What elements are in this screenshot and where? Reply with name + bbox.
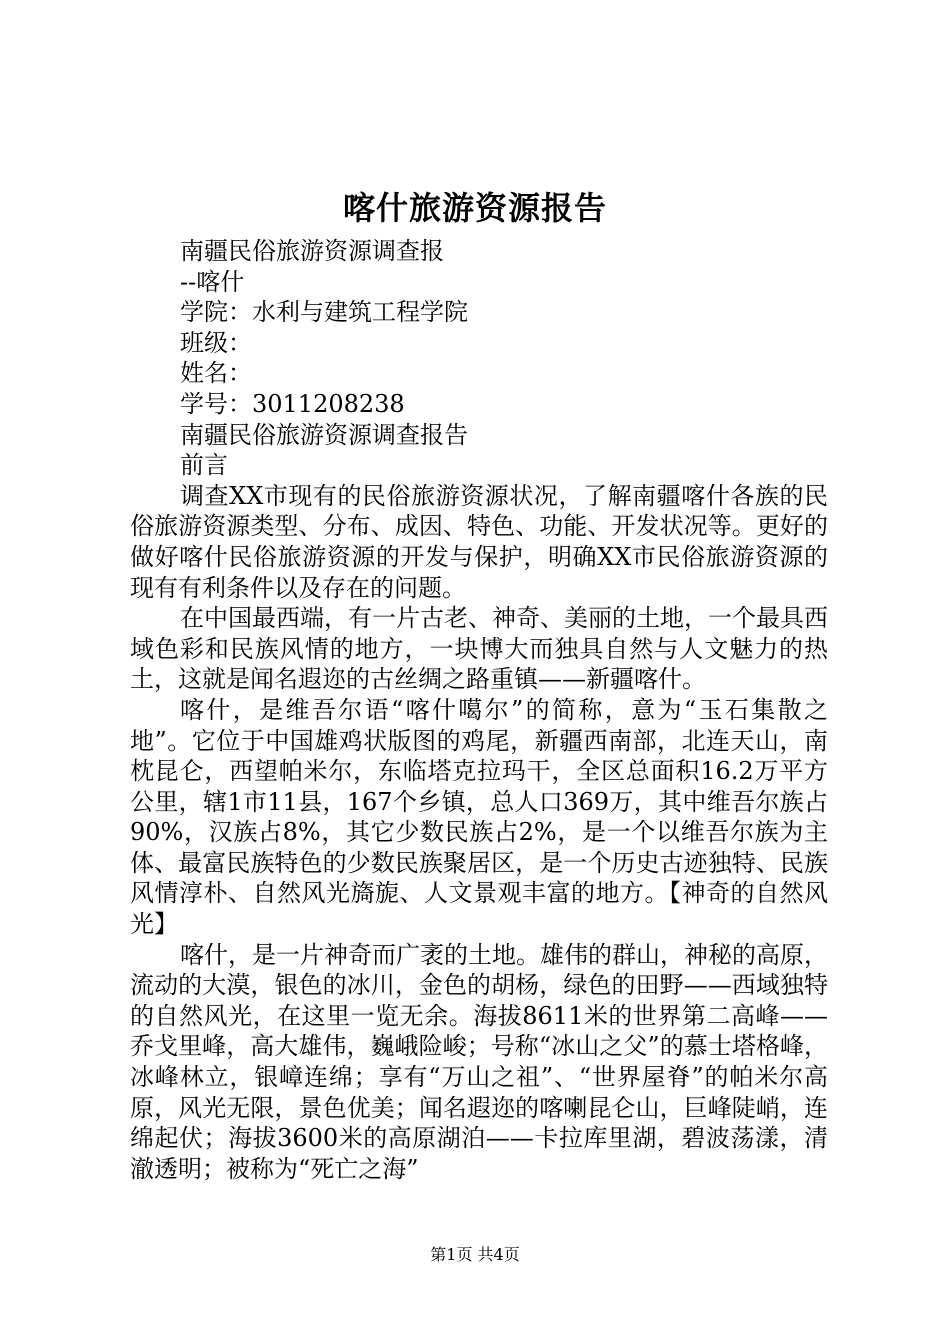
class-line: 班级： [180,328,252,357]
document-body [130,236,828,1184]
paragraph-purpose: 调查XX市现有的民俗旅游资源状况，了解南疆喀什各族的民俗旅游资源类型、分布、成因、特色、功能、开发状况等。更好的做好喀什民俗旅游资源的开发与保护，明确XX市民俗旅游资源的现有有利条件以及存在的问题。 [130,481,828,602]
student-id-line: 学号：3011208238 [180,389,405,418]
college-line: 学院：水利与建筑工程学院 [180,298,468,327]
paragraph-introduction: 在中国最西端，有一片古老、神奇、美丽的土地，一个最具西域色彩和民族风情的地方，一块博大而独具自然与人文魅力的热土，这就是闻名遐迩的古丝绸之路重镇——新疆喀什。 [130,604,828,694]
page-footer: 第1页 共4页 [430,1245,520,1264]
paragraph-kashgar-overview: 喀什，是维吾尔语“喀什噶尔”的简称，意为“玉石集散之地”。它位于中国雄鸡状版图的鸡尾，新疆西南部，北连天山，南枕昆仑，西望帕米尔，东临塔克拉玛干，全区总面积16.2万平方公里，辖1市11县，167个乡镇，总人口369万，其中维吾尔族占90%，汉族占8%，其它少数民族占2%，是一个以维吾尔族为主体、最富民族特色的少数民族聚居区，是一个历史古迹独特、民族风情淳朴、自然风光旖旎、人文景观丰富的地方。【神奇的自然风光】 [130,695,828,939]
subtitle-location: --喀什 [180,267,245,296]
paragraph-natural-scenery: 喀什，是一片神奇而广袤的土地。雄伟的群山，神秘的高原，流动的大漠，银色的冰川，金色的胡杨，绿色的田野——西域独特的自然风光，在这里一览无余。海拔8611米的世界第二高峰——乔戈里峰，高大雄伟，巍峨险峻；号称“冰山之父”的慕士塔格峰，冰峰林立，银嶂连绵；享有“万山之祖”、“世界屋脊”的帕米尔高原，风光无限，景色优美；闻名遐迩的喀喇昆仑山，巨峰陡峭，连绵起伏；海拔3600米的高原湖泊——卡拉库里湖，碧波荡漾，清澈透明；被称为“死亡之海” [130,940,828,1183]
document-title: 喀什旅游资源报告 [342,189,607,227]
subtitle-line: 南疆民俗旅游资源调查报 [180,237,444,265]
report-heading: 南疆民俗旅游资源调查报告 [180,420,468,449]
preface-heading: 前言 [180,451,228,480]
name-line: 姓名： [180,359,252,388]
